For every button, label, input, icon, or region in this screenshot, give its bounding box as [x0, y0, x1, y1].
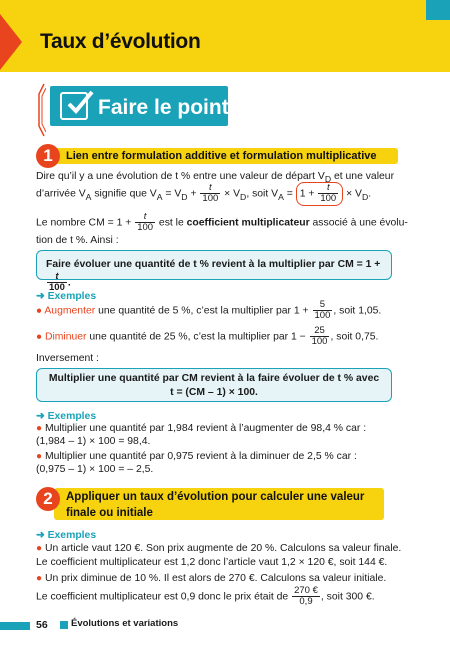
- section1-cm-line1: Le nombre CM = 1 + $\frac{t}{100}$ est le coefficient multiplicateur associé à une évolu-: [36, 211, 408, 234]
- section2-title-line1: Appliquer un taux d’évolution pour calculer une valeur: [66, 491, 365, 503]
- bullet-icon: ●: [36, 305, 43, 317]
- section1-title: Lien entre formulation additive et formulation multiplicative: [66, 150, 377, 162]
- section2-number: 2: [36, 487, 60, 511]
- section2-title-line2: finale ou initiale: [66, 506, 153, 519]
- section2-line4: Le coefficient multiplicateur est 0,9 donc le prix était de $\frac{270 €}{0,9}$ , soit 300 €.: [36, 585, 375, 608]
- example-1984-line2: (1,984 – 1) × 100 = 98,4.: [36, 436, 151, 447]
- point-title: Faire le point: [98, 96, 229, 119]
- header-tab: [426, 0, 450, 20]
- bullet-icon: ●: [36, 423, 43, 434]
- bullet-icon: ●: [36, 451, 43, 462]
- bullet-icon: ●: [36, 331, 43, 343]
- section1-intro-line2: d’arrivée $V_A$ signifie que $V_A = V_D$ + $\frac{t}{100}$ × $V_D$, soit $V_A = 1$ + $\frac{t}{100}$ × $V_D$.: [36, 182, 372, 205]
- rule-box-2: Multiplier une quantité par CM revient à la faire évoluer de t % avec t = (CM – 1) × 100.: [36, 368, 392, 402]
- bullet-icon: ●: [36, 573, 43, 584]
- footer-square-icon: [60, 621, 68, 629]
- bullet-icon: ●: [36, 543, 43, 554]
- section2-line1: ● Un article vaut 120 €. Son prix augmente de 20 %. Calculons sa valeur finale.: [36, 543, 402, 554]
- section1-cm-line2: tion de t %. Ainsi :: [36, 235, 119, 246]
- footer-bar: [0, 622, 30, 630]
- section1-intro-line1: Dire qu’il y a une évolution de t % entre une valeur de départ $V_D$ et une valeur: [36, 171, 395, 185]
- page-number: 56: [36, 619, 48, 631]
- header-arrow-icon: [0, 14, 22, 70]
- example-0975-line2: (0,975 – 1) × 100 = – 2,5.: [36, 464, 154, 475]
- formula-highlight: 1 + $\frac{t}{100}$: [296, 182, 343, 206]
- checkbox-icon: [60, 92, 88, 120]
- example-augmenter: ● Augmenter une quantité de 5 %, c’est la multiplier par 1 + $\frac{5}{100}$ , soit 1,05.: [36, 299, 382, 322]
- section1-number: 1: [36, 144, 60, 168]
- bracket-decoration-icon: [36, 82, 46, 138]
- section2-line3: ● Un prix diminue de 10 %. Il est alors de 270 €. Calculons sa valeur initiale.: [36, 573, 387, 584]
- rule-box-1: Faire évoluer une quantité de t % revient à la multiplier par CM = 1 + $\frac{t}{100}$ .: [36, 250, 392, 280]
- example-0975-line1: ● Multiplier une quantité par 0,975 revient à la diminuer de 2,5 % car :: [36, 451, 357, 462]
- inversement-label: Inversement :: [36, 353, 99, 364]
- section2-title-bar: [54, 488, 384, 520]
- examples-heading-2: ➜ Exemples: [36, 411, 97, 422]
- example-1984-line1: ● Multiplier une quantité par 1,984 revient à l’augmenter de 98,4 % car :: [36, 423, 367, 434]
- examples-heading-1: ➜ Exemples: [36, 291, 97, 302]
- example-diminuer: ● Diminuer une quantité de 25 %, c’est la multiplier par 1 − $\frac{25}{100}$ , soit 0,75.: [36, 325, 379, 348]
- chapter-title: Taux d’évolution: [40, 30, 201, 53]
- footer-chapter-label: Évolutions et variations: [71, 618, 179, 629]
- section1-title-bar: [54, 148, 398, 164]
- section2-line2: Le coefficient multiplicateur est 1,2 donc l’article vaut 1,2 × 120 €, soit 144 €.: [36, 557, 388, 568]
- examples-heading-3: ➜ Exemples: [36, 530, 97, 541]
